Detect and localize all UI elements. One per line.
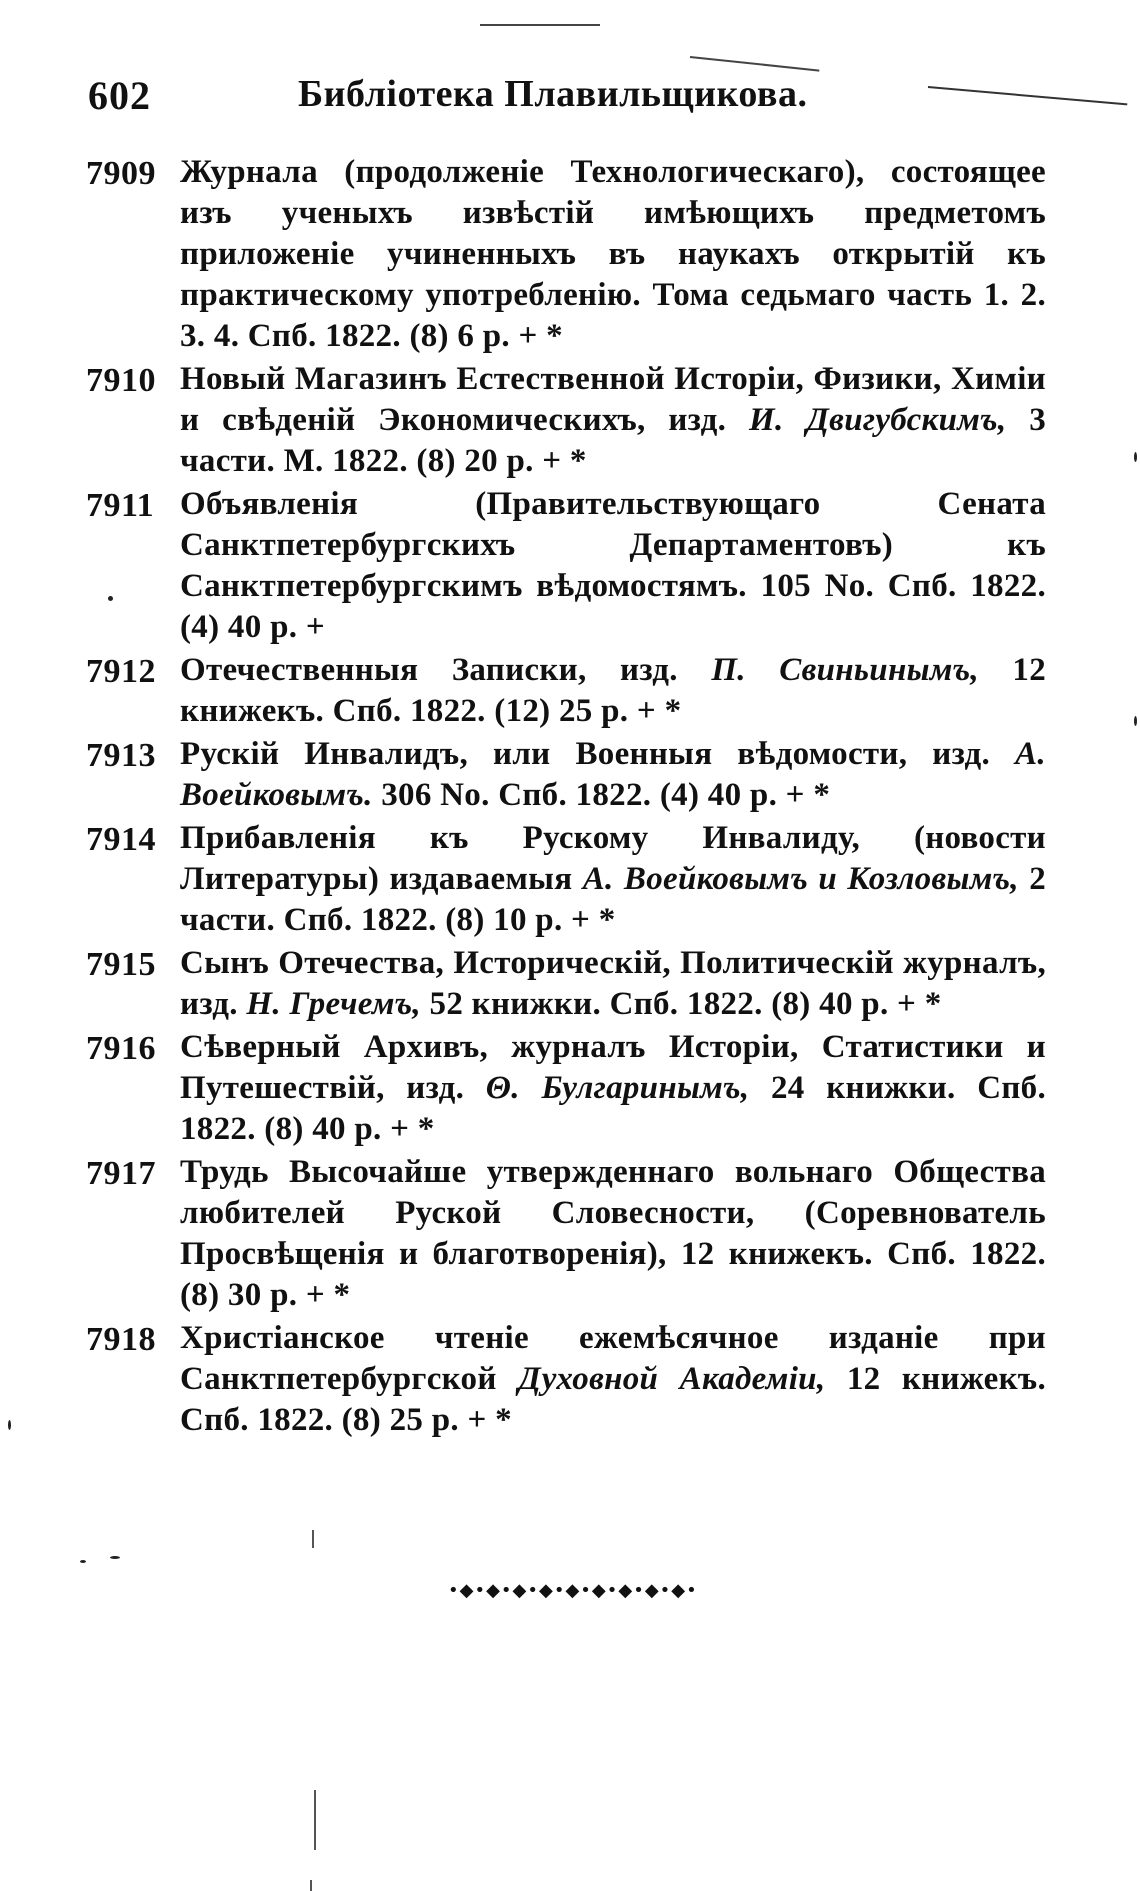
entry-text: Объявленія (Правительствующаго Сената Санктпетербургскихъ Департаментовъ) къ Санктпетербургскимъ вѣдомостямъ. 105 No. Спб. 1822. (4) 40 р. + xyxy=(180,486,1046,645)
header-rule xyxy=(928,86,1127,105)
scan-line xyxy=(312,1530,314,1548)
running-title: Библіотека Плавильщикова. xyxy=(298,73,808,115)
catalog-entry xyxy=(86,818,1046,941)
catalog-entry xyxy=(86,1318,1046,1441)
catalog-entry xyxy=(86,359,1046,482)
entry-number: 7917 xyxy=(86,1155,156,1192)
catalog-entry xyxy=(86,650,1046,732)
entry-editor: Θ. Булгаринымъ, xyxy=(485,1070,750,1106)
entry-text: Новый Магазинъ Естественной Исторіи, Физики, Химіи и свѣденій Экономическихъ, изд. И. Двигубскимъ, 3 части. М. 1822. (8) 20 р. + * xyxy=(180,361,1046,479)
scan-line xyxy=(310,1880,312,1891)
entry-text: Христіанское чтеніе ежемѣсячное изданіе при Санктпетербургской Духовной Академіи, 12 книжекъ. Спб. 1822. (8) 25 р. + * xyxy=(180,1320,1046,1438)
entry-text: Трудь Высочайше утвержденнаго вольнаго Общества любителей Руской Словесности, (Соревнователь Просвѣщенія и благотворенія), 12 книжекъ. Спб. 1822. (8) 30 р. + * xyxy=(180,1154,1046,1313)
end-ornament: •◆•◆•◆•◆•◆•◆•◆•◆•◆• xyxy=(448,1580,698,1601)
catalog-entry xyxy=(86,1027,1046,1150)
entry-text: Журнала (продолженіе Технологическаго), состоящее изъ ученыхъ извѣстій имѣющихъ предметомъ приложеніе учиненныхъ въ наукахъ открытій къ практическому употребленію. Тома седьмаго часть 1. 2. 3. 4. Спб. 1822. (8) 6 р. + * xyxy=(180,154,1046,354)
scan-line xyxy=(314,1790,316,1850)
entry-editor: А. Воейковымъ. xyxy=(180,736,1046,813)
entry-editor: Духовной Академіи, xyxy=(518,1361,826,1397)
page-header xyxy=(88,64,1068,124)
top-edge-mark xyxy=(480,24,600,26)
catalog-entry xyxy=(86,734,1046,816)
entry-editor: И. Двигубскимъ, xyxy=(748,402,1007,438)
entry-text: Прибавленія къ Рускому Инвалиду, (новости Литературы) издаваемыя А. Воейковымъ и Козловымъ, 2 части. Спб. 1822. (8) 10 р. + * xyxy=(180,820,1046,938)
entry-text: Отечественныя Записки, изд. П. Свиньинымъ, 12 книжекъ. Спб. 1822. (12) 25 р. + * xyxy=(180,652,1047,729)
catalog-entries xyxy=(86,152,1046,1443)
entry-number: 7913 xyxy=(86,737,156,774)
catalog-entry xyxy=(86,943,1046,1025)
page-number: 602 xyxy=(88,73,151,118)
scan-speck xyxy=(108,596,113,601)
entry-number: 7909 xyxy=(86,155,156,192)
scan-speck xyxy=(8,1420,11,1430)
scan-speck xyxy=(110,1556,120,1559)
entry-number: 7915 xyxy=(86,946,156,983)
catalog-entry xyxy=(86,152,1046,357)
catalog-entry xyxy=(86,1152,1046,1316)
entry-number: 7911 xyxy=(86,487,155,524)
entry-number: 7910 xyxy=(86,362,156,399)
scan-speck xyxy=(80,1560,86,1563)
scan-speck xyxy=(1134,716,1137,726)
entry-number: 7912 xyxy=(86,653,156,690)
entry-number: 7914 xyxy=(86,821,156,858)
catalog-entry xyxy=(86,484,1046,648)
entry-number: 7918 xyxy=(86,1321,156,1358)
entry-editor: Н. Гречемъ, xyxy=(246,986,421,1022)
entry-text: Сынъ Отечества, Историческій, Политическій журналъ, изд. Н. Гречемъ, 52 книжки. Спб. 1822. (8) 40 р. + * xyxy=(180,945,1046,1022)
entry-number: 7916 xyxy=(86,1030,156,1067)
entry-editor: П. Свиньинымъ, xyxy=(711,652,979,688)
entry-editor: А. Воейковымъ и Козловымъ, xyxy=(582,861,1019,897)
scan-speck xyxy=(1134,452,1137,462)
entry-text: Сѣверный Архивъ, журналъ Исторіи, Статистики и Путешествій, изд. Θ. Булгаринымъ, 24 книжки. Спб. 1822. (8) 40 р. + * xyxy=(180,1029,1046,1147)
entry-text: Рускій Инвалидъ, или Военныя вѣдомости, изд. А. Воейковымъ. 306 No. Спб. 1822. (4) 40 р. + * xyxy=(180,736,1046,813)
